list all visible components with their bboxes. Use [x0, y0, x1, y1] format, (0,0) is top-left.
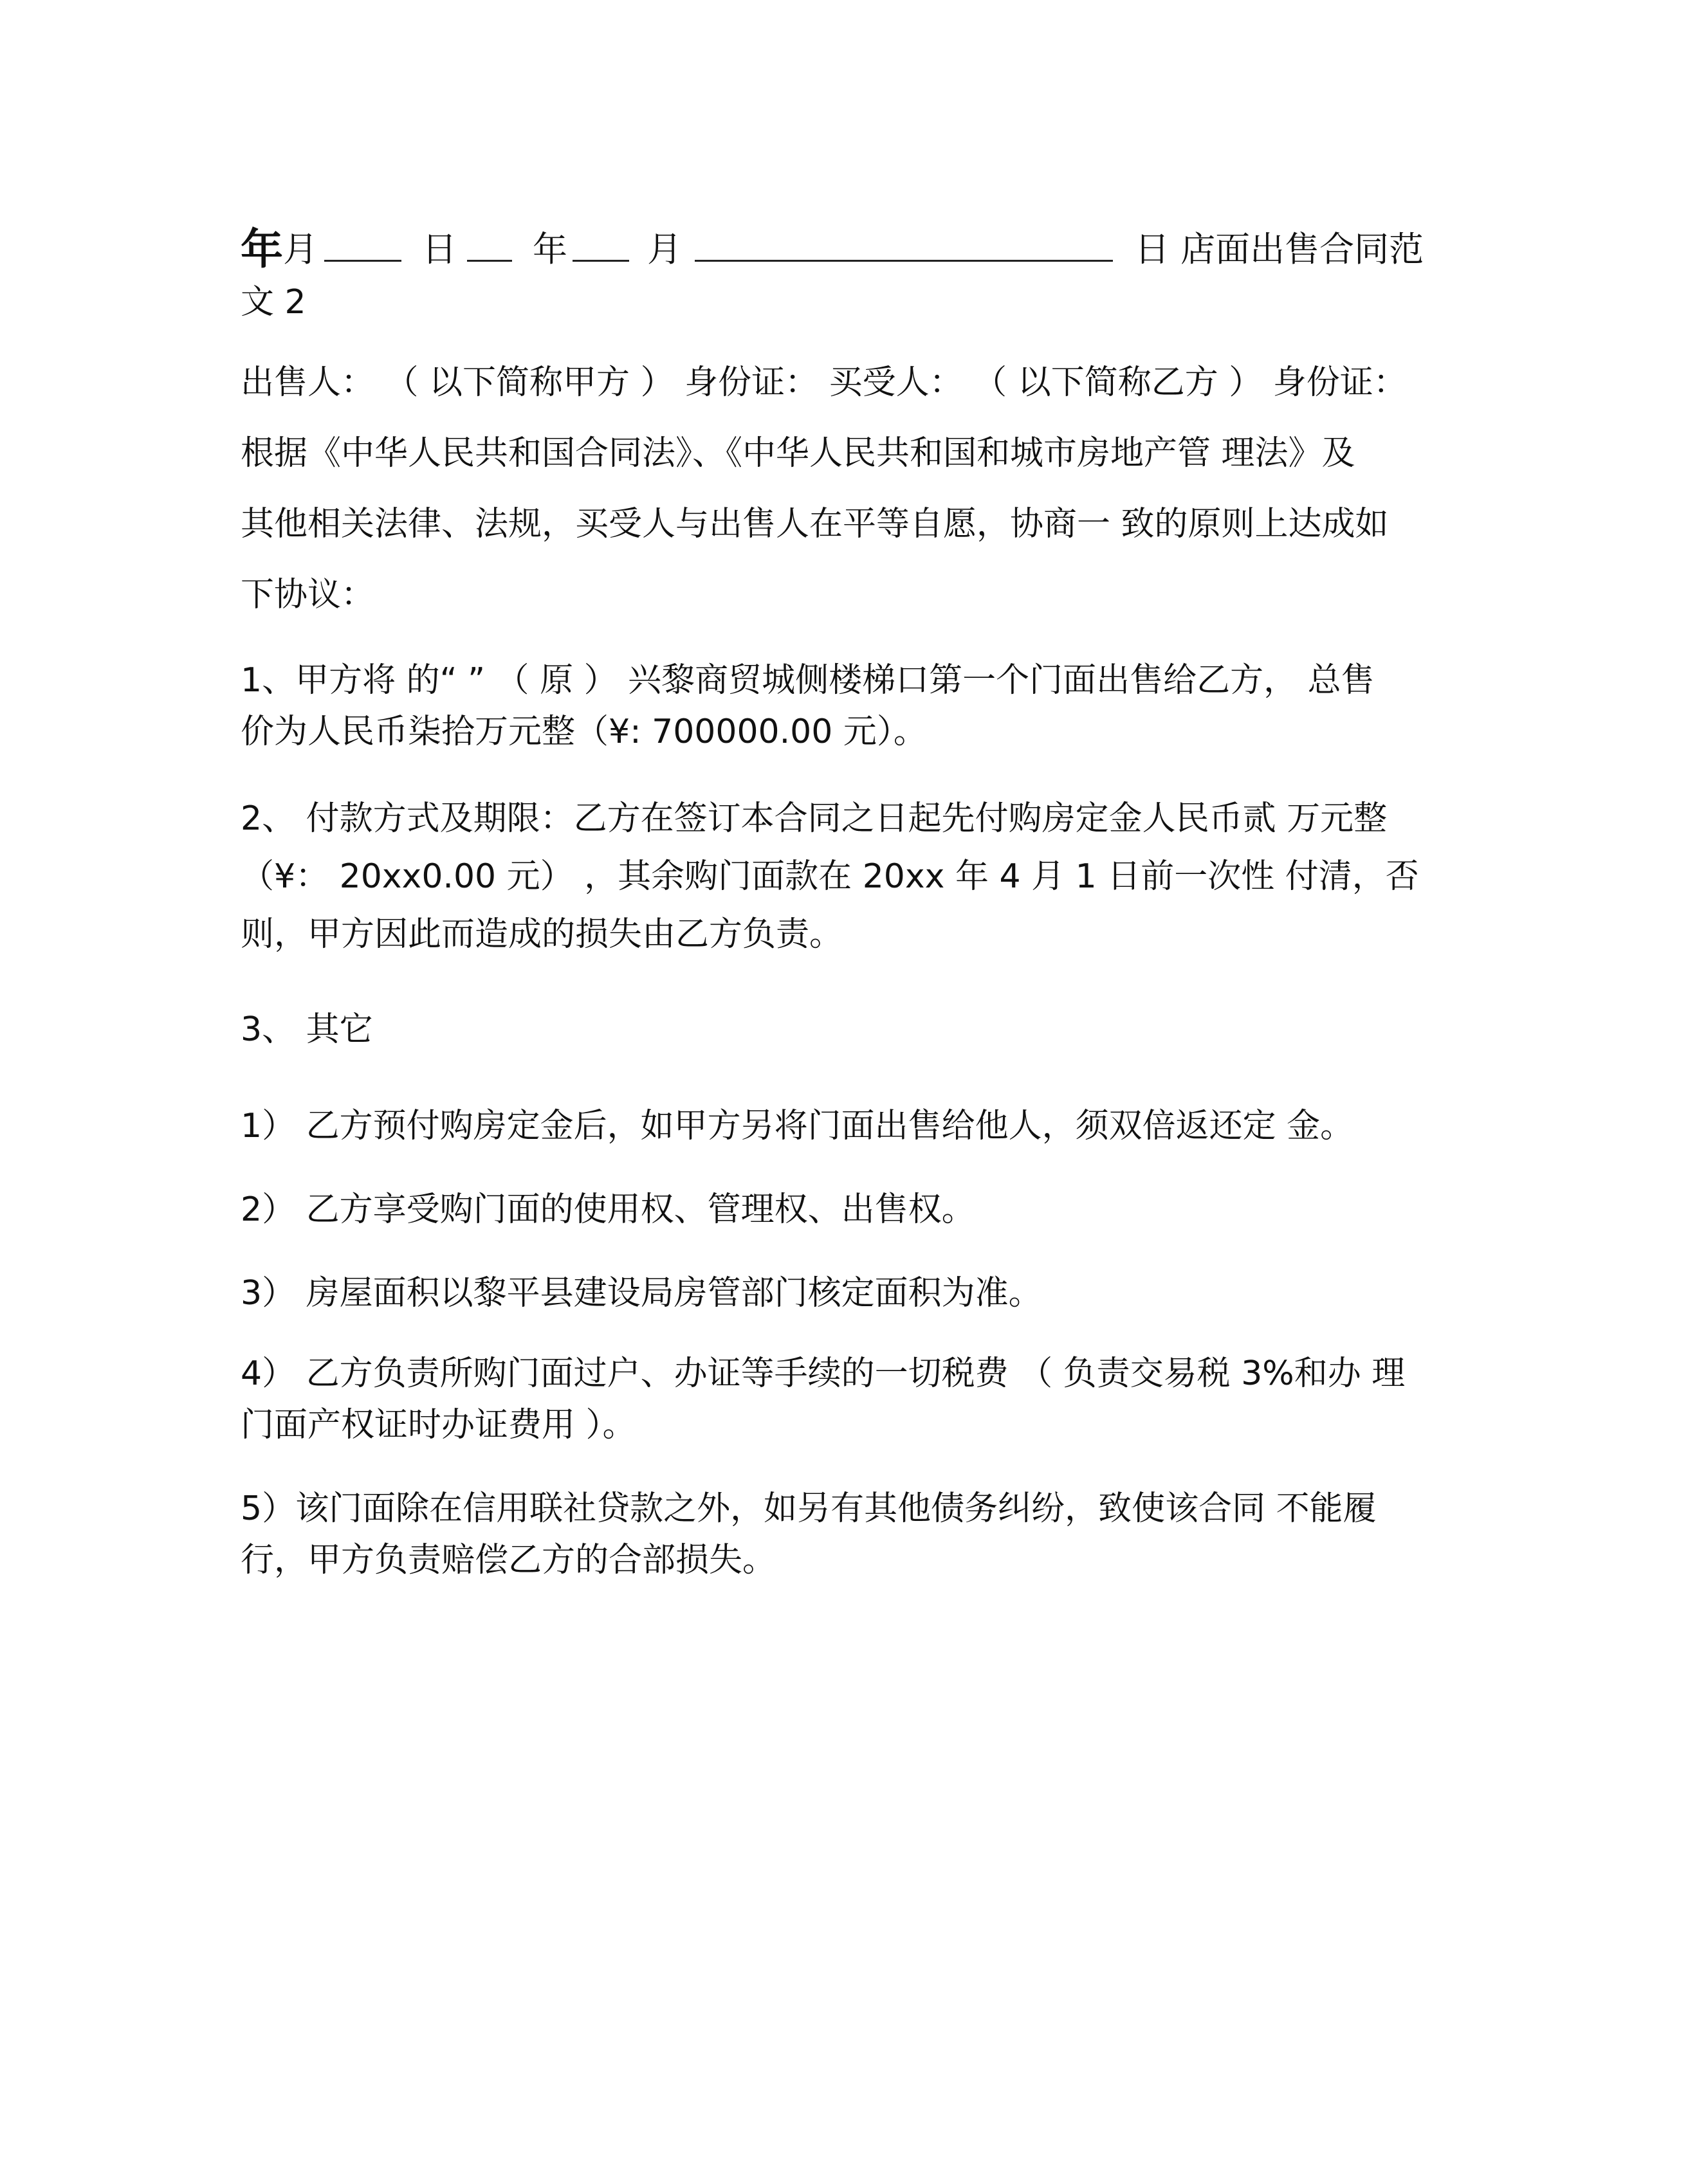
blank-line-day	[467, 260, 512, 262]
preamble-line: 其他相关法律、法规，买受人与出售人在平等自愿，协商一 致的原则上达成如	[241, 505, 1389, 543]
clause-3-heading: 3、 其它	[241, 1010, 373, 1049]
blank-line-year	[573, 260, 629, 262]
title-year-2: 年	[533, 229, 567, 269]
blank-line-month	[324, 260, 401, 262]
title-day: 日	[422, 229, 457, 269]
sub-clause-2: 2） 乙方享受购门面的使用权、管理权、出售权。	[241, 1190, 975, 1229]
clause-2	[241, 790, 1431, 963]
parties-line: 出售人： （ 以下简称甲方 ） 身份证： 买受人： （ 以下简称乙方 ） 身份证：	[241, 363, 1407, 402]
preamble	[241, 418, 1431, 630]
sub-clause-5-line: 5）该门面除在信用联社贷款之外，如另有其他债务纠纷，致使该合同 不能履	[241, 1489, 1377, 1528]
sub-clause-3: 3） 房屋面积以黎平县建设局房管部门核定面积为准。	[241, 1274, 1042, 1313]
clause-1	[241, 655, 1431, 758]
clause-2-line: 2、 付款方式及期限：乙方在签订本合同之日起先付购房定金人民币贰 万元整	[241, 799, 1388, 838]
title-line	[241, 193, 1431, 283]
sub-clause-5	[241, 1483, 1431, 1586]
clause-2-line: （¥： 20xx0.00 元） ，其余购门面款在 20xx 年 4 月 1 日前一次性 付清，否	[241, 857, 1419, 896]
sub-clause-1: 1） 乙方预付购房定金后，如甲方另将门面出售给他人，须双倍返还定 金。	[241, 1107, 1354, 1145]
title-year-char: 年	[241, 224, 283, 274]
title-tail: 日 店面出售合同范	[1135, 229, 1424, 269]
title-month-2: 月	[647, 229, 682, 269]
sub-clause-4	[241, 1348, 1431, 1451]
sub-clause-4-line: 4） 乙方负责所购门面过户、办证等手续的一切税费 （ 负责交易税 3%和办 理	[241, 1354, 1406, 1393]
title-line-2: 文 2	[241, 283, 306, 322]
sub-clause-4-line: 门面产权证时办证费用 ）。	[241, 1406, 636, 1444]
title-month-1: 月	[283, 229, 318, 269]
preamble-line: 根据《中华人民共和国合同法》、《中华人民共和国和城市房地产管 理法》及	[241, 434, 1355, 473]
clause-1-line: 价为人民币柒拾万元整（¥: 700000.00 元）。	[241, 713, 927, 751]
preamble-line: 下协议：	[241, 576, 375, 614]
clause-2-line: 则，甲方因此而造成的损失由乙方负责。	[241, 915, 843, 954]
sub-clause-5-line: 行，甲方负责赔偿乙方的合部损失。	[241, 1541, 776, 1579]
document-page	[241, 193, 1431, 1586]
clause-1-line: 1、甲方将 的“ ” （ 原 ） 兴黎商贸城侧楼梯口第一个门面出售给乙方， 总售	[241, 661, 1375, 700]
blank-line-long	[695, 260, 1113, 262]
